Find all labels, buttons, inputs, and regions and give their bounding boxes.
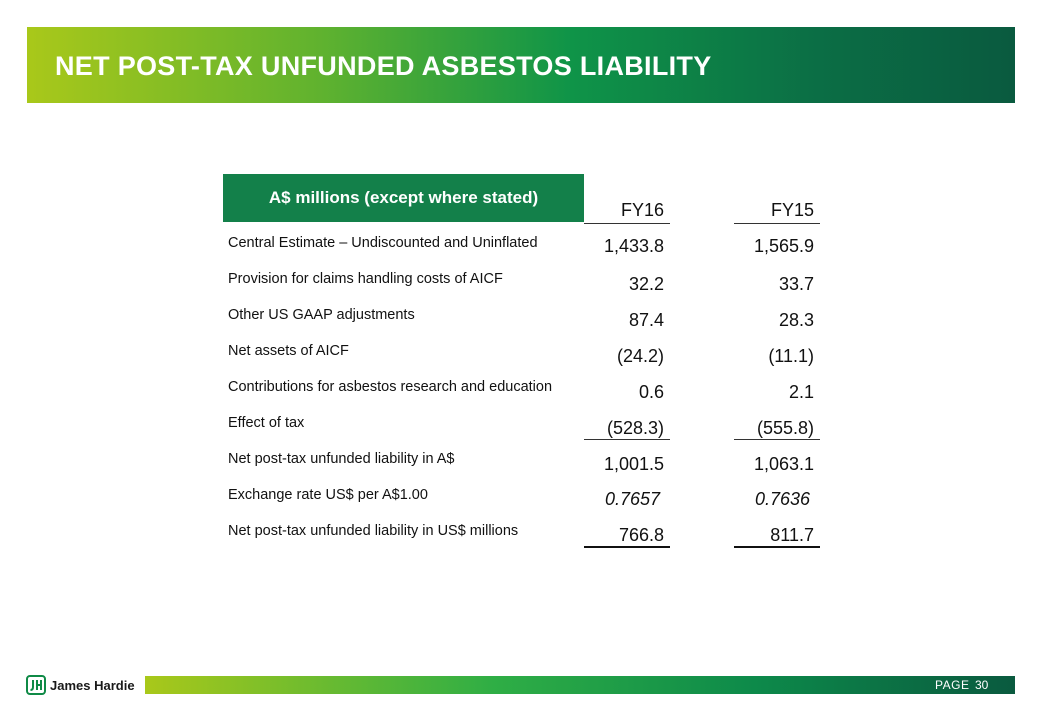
row-value-us-gaap-fy16: 87.4 bbox=[628, 310, 664, 330]
row-value-exchange-rate-fy16: 0.7657 bbox=[604, 489, 660, 509]
page-number: 30 bbox=[975, 678, 989, 692]
row-value-contributions-fy15: 2.1 bbox=[788, 382, 814, 402]
footer-bar bbox=[145, 676, 1015, 694]
subtotal-line-fy16 bbox=[584, 439, 670, 440]
company-logo bbox=[26, 674, 135, 696]
row-value-net-liability-aud-fy16: 1,001.5 bbox=[603, 454, 664, 474]
column-header-fy15: FY15 bbox=[770, 200, 814, 220]
table-header-label: A$ millions (except where stated) bbox=[268, 188, 539, 207]
table-header-box bbox=[223, 174, 584, 222]
row-value-us-gaap-fy15: 28.3 bbox=[778, 310, 814, 330]
row-label-us-gaap: Other US GAAP adjustments bbox=[228, 307, 415, 323]
row-label-net-liability-usd: Net post-tax unfunded liability in US$ millions bbox=[228, 523, 519, 539]
logo-text: James Hardie bbox=[50, 677, 135, 693]
row-label-claims-handling: Provision for claims handling costs of AICF bbox=[228, 271, 503, 287]
row-value-effect-of-tax-fy15: (555.8) bbox=[756, 418, 814, 438]
row-label-net-assets: Net assets of AICF bbox=[228, 343, 349, 359]
total-line-fy16 bbox=[584, 546, 670, 548]
row-value-contributions-fy16: 0.6 bbox=[638, 382, 664, 402]
row-value-net-assets-fy15: (11.1) bbox=[768, 346, 814, 366]
row-value-central-estimate-fy15: 1,565.9 bbox=[753, 236, 814, 256]
column-header-fy16: FY16 bbox=[620, 200, 664, 220]
james-hardie-logo-icon bbox=[26, 675, 46, 695]
row-value-central-estimate-fy16: 1,433.8 bbox=[603, 236, 664, 256]
page-label: PAGE bbox=[935, 678, 970, 692]
column-header-underline-fy16 bbox=[584, 223, 670, 224]
row-value-net-liability-usd-fy15: 811.7 bbox=[770, 525, 814, 545]
row-value-net-liability-usd-fy16: 766.8 bbox=[618, 525, 664, 545]
row-value-exchange-rate-fy15: 0.7636 bbox=[754, 489, 810, 509]
row-label-effect-of-tax: Effect of tax bbox=[228, 415, 305, 431]
page-title: NET POST-TAX UNFUNDED ASBESTOS LIABILITY bbox=[55, 51, 712, 81]
row-value-net-assets-fy16: (24.2) bbox=[616, 346, 664, 366]
subtotal-line-fy15 bbox=[734, 439, 820, 440]
title-banner bbox=[27, 27, 1015, 103]
row-label-central-estimate: Central Estimate – Undiscounted and Uninflated bbox=[228, 235, 538, 251]
row-value-claims-handling-fy15: 33.7 bbox=[778, 274, 814, 294]
column-header-underline-fy15 bbox=[734, 223, 820, 224]
row-value-net-liability-aud-fy15: 1,063.1 bbox=[753, 454, 814, 474]
total-line-fy15 bbox=[734, 546, 820, 548]
row-value-claims-handling-fy16: 32.2 bbox=[628, 274, 664, 294]
row-label-exchange-rate: Exchange rate US$ per A$1.00 bbox=[228, 487, 428, 503]
row-value-effect-of-tax-fy16: (528.3) bbox=[606, 418, 664, 438]
row-label-contributions: Contributions for asbestos research and education bbox=[228, 379, 553, 395]
row-label-net-liability-aud: Net post-tax unfunded liability in A$ bbox=[228, 451, 455, 467]
